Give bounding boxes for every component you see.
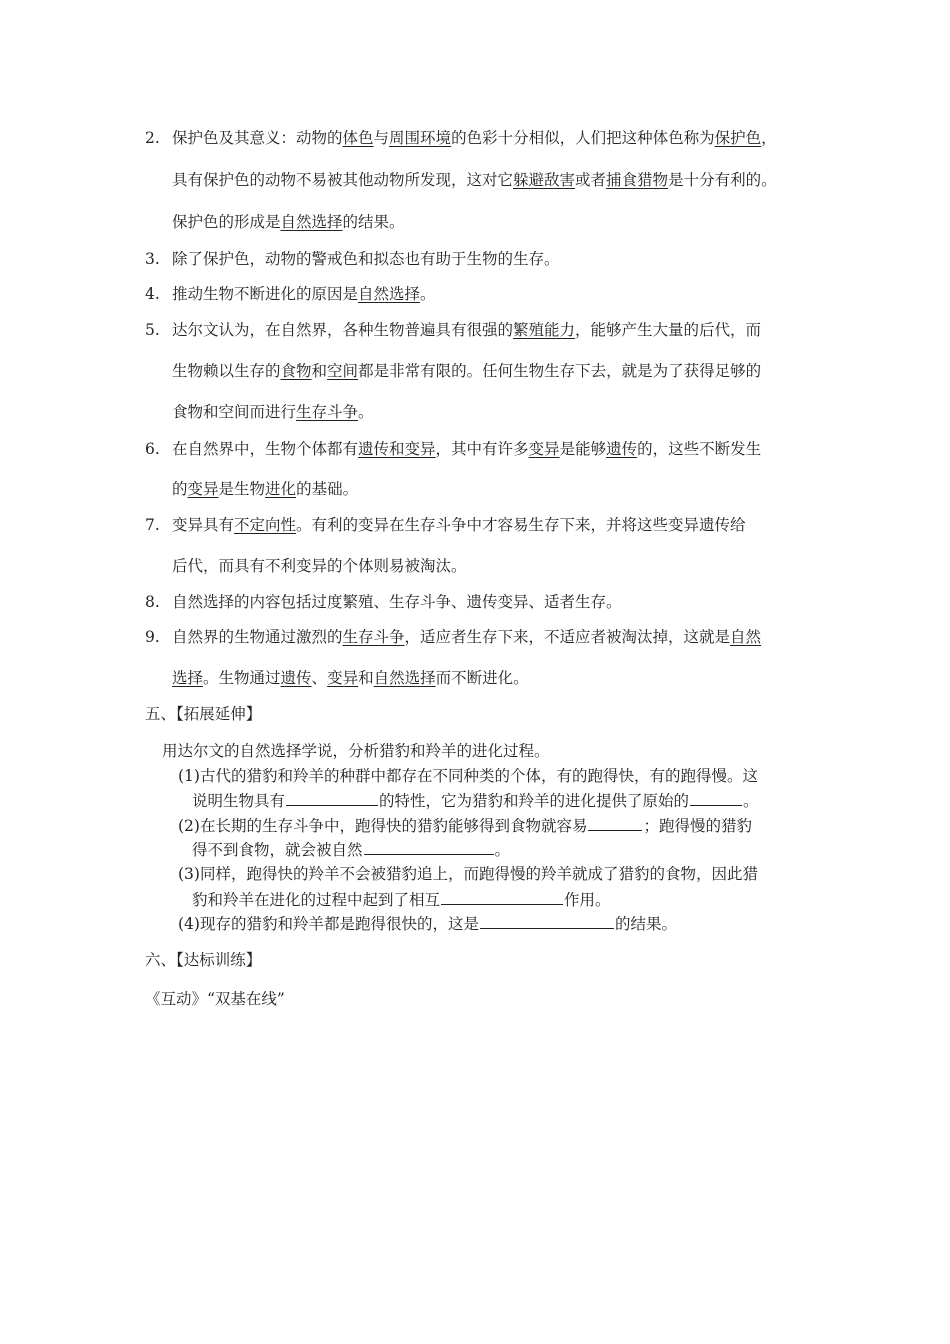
section-intro: 用达尔文的自然选择学说，分析猎豹和羚羊的进化过程。 [162,742,550,760]
section-heading: 五、【拓展延伸】 [145,705,262,723]
answer-underline: 不定向性 [234,516,297,534]
answer-underline: 生存斗争 [296,403,359,421]
answer-underline: 遗传 [606,440,638,458]
fill-blank[interactable] [364,839,494,855]
answer-underline: 躲避敌害 [513,171,576,189]
item-number: 6. [145,440,160,458]
question-1-line-1: (1)古代的猎豹和羚羊的种群中都存在不同种类的个体，有的跑得快，有的跑得慢。这 [178,767,758,785]
answer-underline: 空间 [327,362,359,380]
answer-underline: 自然选择 [280,213,343,231]
item-2-line-3: 保护色的形成是自然选择的结果。 [172,213,405,231]
answer-underline: 遗传 [280,669,312,687]
answer-underline: 选择 [172,669,204,687]
fill-blank[interactable] [588,815,642,831]
answer-underline: 生存斗争 [342,628,405,646]
answer-underline: 体色 [342,129,374,147]
answer-underline: 变异 [528,440,560,458]
section-heading: 六、【达标训练】 [145,951,262,969]
answer-underline: 遗传和变异 [358,440,436,458]
item-9-line-2: 选择。生物通过遗传、变异和自然选择而不断进化。 [172,669,529,687]
fill-blank[interactable] [441,889,563,905]
item-2-line-2: 具有保护色的动物不易被其他动物所发现，这对它躲避敌害或者捕食猎物是十分有利的。 [172,171,777,189]
answer-underline: 进化 [265,480,297,498]
item-2-line-1: 保护色及其意义：动物的体色与周围环境的色彩十分相似，人们把这种体色称为保护色， [172,129,777,147]
question-2-line-2: 得不到食物，就会被自然 。 [192,841,511,859]
answer-underline: 食物 [280,362,312,380]
answer-underline: 自然 [730,628,762,646]
answer-underline: 自然选择 [373,669,436,687]
question-3-line-2: 豹和羚羊在进化的过程中起到了相互 作用。 [192,891,611,909]
answer-underline: 周围环境 [389,129,452,147]
section-6-line: 《互动》“双基在线” [145,990,285,1008]
answer-underline: 繁殖能力 [513,321,576,339]
fill-blank[interactable] [286,790,378,806]
item-7-line-1: 变异具有不定向性。有利的变异在生存斗争中才容易生存下来，并将这些变异遗传给 [172,516,746,534]
fill-blank[interactable] [480,913,614,929]
question-3-line-1: (3)同样，跑得快的羚羊不会被猎豹追上，而跑得慢的羚羊就成了猎豹的食物，因此猎 [178,865,758,883]
item-number: 8. [145,593,160,611]
item-5-line-1: 达尔文认为，在自然界，各种生物普遍具有很强的繁殖能力，能够产生大量的后代，而 [172,321,762,339]
item-4-line-1: 推动生物不断进化的原因是自然选择。 [172,285,436,303]
item-number: 7. [145,516,160,534]
answer-underline: 变异 [327,669,359,687]
item-9-line-1: 自然界的生物通过激烈的生存斗争，适应者生存下来，不适应者被淘汰掉，这就是自然 [172,628,762,646]
question-4-line-1: (4)现存的猎豹和羚羊都是跑得很快的，这是 的结果。 [178,915,677,933]
item-6-line-1: 在自然界中，生物个体都有遗传和变异，其中有许多变异是能够遗传的，这些不断发生 [172,440,762,458]
item-number: 4. [145,285,160,303]
item-5-line-2: 生物赖以生存的食物和空间都是非常有限的。任何生物生存下去，就是为了获得足够的 [172,362,762,380]
item-number: 5. [145,321,160,339]
item-number: 9. [145,628,160,646]
answer-underline: 自然选择 [358,285,421,303]
question-1-line-2: 说明生物具有 的特性，它为猎豹和羚羊的进化提供了原始的 。 [192,792,759,810]
answer-underline: 变异 [187,480,219,498]
item-number: 3. [145,250,160,268]
question-2-line-1: (2)在长期的生存斗争中，跑得快的猎豹能够得到食物就容易 ；跑得慢的猎豹 [178,817,752,835]
fill-blank[interactable] [690,790,742,806]
answer-underline: 保护色 [714,129,762,147]
item-number: 2. [145,129,160,147]
answer-underline: 捕食猎物 [606,171,669,189]
item-6-line-2: 的变异是生物进化的基础。 [172,480,359,498]
item-5-line-3: 食物和空间而进行生存斗争。 [172,403,374,421]
item-7-line-2: 后代，而具有不利变异的个体则易被淘汰。 [172,557,467,575]
item-8-line-1: 自然选择的内容包括过度繁殖、生存斗争、遗传变异、适者生存。 [172,593,622,611]
item-3-line-1: 除了保护色，动物的警戒色和拟态也有助于生物的生存。 [172,250,560,268]
